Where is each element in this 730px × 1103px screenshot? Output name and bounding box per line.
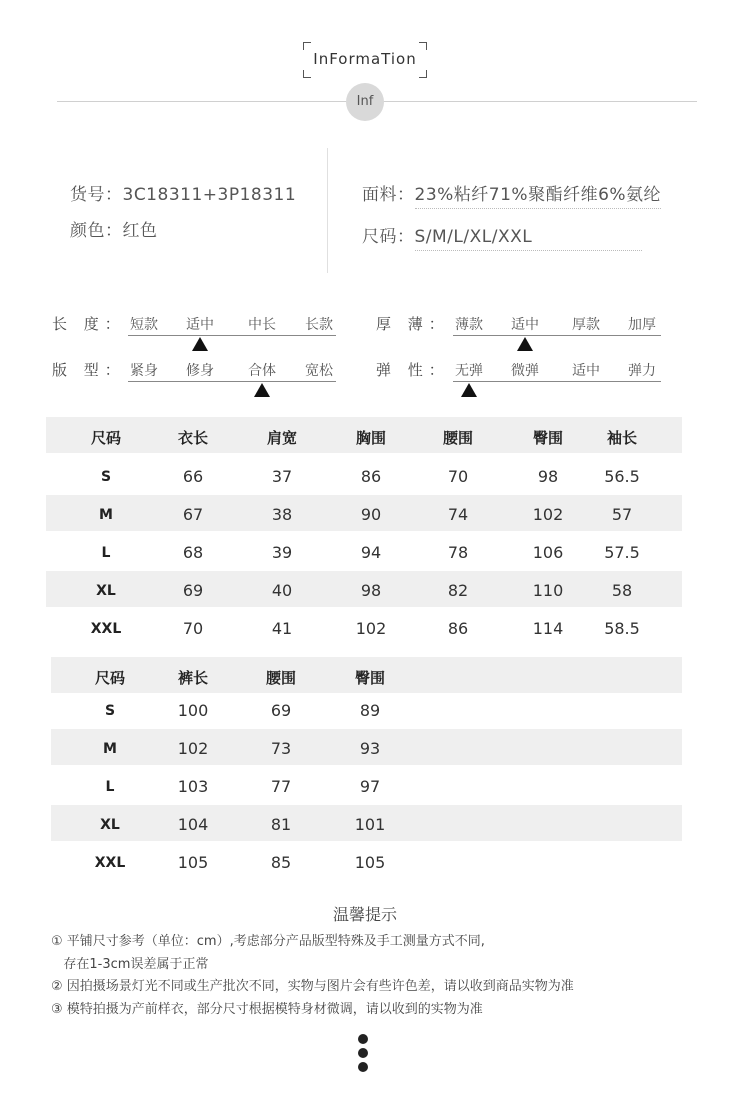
table-cell: 86 — [360, 467, 382, 486]
attribute-label: 长 度： — [52, 315, 126, 333]
table-size-cell: XXL — [94, 855, 126, 871]
attribute-label: 版 型： — [52, 361, 126, 379]
corner-bracket-icon — [303, 70, 311, 78]
table-cell: 73 — [270, 739, 292, 758]
table-cell: 102 — [355, 619, 387, 638]
attribute-option: 修身 — [186, 363, 214, 379]
color-label: 颜色： — [70, 221, 123, 241]
tip-line: ① 平铺尺寸参考（单位：cm）,考虑部分产品版型特殊及手工测量方式不同, — [51, 934, 485, 949]
table-cell: 56.5 — [604, 467, 640, 486]
tip-line: ② 因拍摄场景灯光不同或生产批次不同，实物与图片会有些许色差，请以收到商品实物为准 — [51, 979, 574, 994]
table-header-cell: 胸围 — [355, 429, 386, 447]
attribute-option: 薄款 — [455, 317, 483, 333]
attribute-option: 长款 — [305, 317, 333, 333]
table-cell: 58 — [611, 581, 633, 600]
table-size-cell: M — [103, 741, 117, 757]
size-label: 尺码： — [362, 227, 415, 247]
fabric-label: 面料： — [362, 185, 415, 205]
table-cell: 67 — [182, 505, 204, 524]
attribute-option: 紧身 — [130, 363, 158, 379]
attribute-option: 合体 — [248, 363, 276, 379]
attribute-option: 适中 — [186, 317, 214, 333]
item-number — [70, 180, 296, 205]
attribute-option: 短款 — [130, 317, 158, 333]
table-cell: 104 — [177, 815, 209, 834]
table-size-cell: XXL — [90, 621, 122, 637]
table-cell: 38 — [271, 505, 293, 524]
fabric — [362, 180, 661, 205]
attribute-option: 适中 — [572, 363, 600, 379]
attribute-option: 无弹 — [455, 363, 483, 379]
table-cell: 81 — [270, 815, 292, 834]
corner-bracket-icon — [303, 42, 311, 50]
table-cell: 77 — [270, 777, 292, 796]
information-header — [303, 42, 427, 78]
table-cell: 40 — [271, 581, 293, 600]
size-range — [362, 222, 642, 247]
selection-triangle-icon — [192, 337, 208, 351]
table-cell: 86 — [447, 619, 469, 638]
table-cell: 100 — [177, 701, 209, 720]
header-title: InFormaTion — [313, 50, 417, 68]
selection-triangle-icon — [517, 337, 533, 351]
table-cell: 69 — [270, 701, 292, 720]
attribute-scale-line — [128, 381, 336, 382]
table-size-cell: S — [100, 469, 112, 485]
table-cell: 101 — [354, 815, 386, 834]
table-cell: 78 — [447, 543, 469, 562]
item-color — [70, 216, 158, 241]
table-cell: 105 — [177, 853, 209, 872]
corner-bracket-icon — [419, 70, 427, 78]
attribute-option: 厚款 — [572, 317, 600, 333]
attribute-scale-line — [453, 335, 661, 336]
attribute-label: 弹 性： — [376, 361, 450, 379]
dot-icon — [358, 1048, 368, 1058]
table-size-cell: M — [99, 507, 113, 523]
table-cell: 41 — [271, 619, 293, 638]
table-cell: 74 — [447, 505, 469, 524]
table-cell: 57.5 — [604, 543, 640, 562]
table-cell: 39 — [271, 543, 293, 562]
table-cell: 82 — [447, 581, 469, 600]
table-size-cell: S — [104, 703, 116, 719]
corner-bracket-icon — [419, 42, 427, 50]
table-cell: 93 — [359, 739, 381, 758]
table-cell: 57 — [611, 505, 633, 524]
table-cell: 106 — [532, 543, 564, 562]
table-header-cell: 腰围 — [265, 669, 296, 687]
table-header-cell: 袖长 — [606, 429, 637, 447]
tip-line: ③ 模特拍摄为产前样衣，部分尺寸根据模特身材微调，请以收到的实物为准 — [51, 1002, 483, 1017]
table-cell: 102 — [532, 505, 564, 524]
tips-title: 温馨提示 — [332, 905, 397, 924]
table-cell: 110 — [532, 581, 564, 600]
table-cell: 85 — [270, 853, 292, 872]
table-cell: 90 — [360, 505, 382, 524]
dot-icon — [358, 1034, 368, 1044]
tip-line: 存在1-3cm误差属于正常 — [51, 957, 209, 972]
table-header-cell: 尺码 — [90, 429, 121, 447]
table-cell: 70 — [447, 467, 469, 486]
table-header-cell: 衣长 — [177, 429, 208, 447]
size-value: S/M/L/XL/XXL — [415, 227, 643, 251]
item-number-value: 3C18311+3P18311 — [122, 185, 297, 205]
table-cell: 103 — [177, 777, 209, 796]
selection-triangle-icon — [461, 383, 477, 397]
attribute-option: 适中 — [511, 317, 539, 333]
fabric-value: 23%粘纤71%聚酯纤维6%氨纶 — [415, 185, 662, 209]
table-cell: 69 — [182, 581, 204, 600]
table-cell: 98 — [360, 581, 382, 600]
table-header-cell: 腰围 — [442, 429, 473, 447]
table-cell: 114 — [532, 619, 564, 638]
table-header-cell: 尺码 — [94, 669, 125, 687]
table-cell: 102 — [177, 739, 209, 758]
info-badge: Inf — [346, 83, 384, 121]
table-cell: 98 — [537, 467, 559, 486]
item-number-label: 货号： — [70, 185, 123, 205]
table-header-cell: 肩宽 — [266, 429, 297, 447]
table-header-cell: 臀围 — [532, 429, 563, 447]
table-size-cell: L — [105, 779, 115, 795]
table-size-cell: XL — [100, 817, 120, 833]
table-cell: 89 — [359, 701, 381, 720]
attribute-option: 加厚 — [628, 317, 656, 333]
attribute-label: 厚 薄： — [376, 315, 450, 333]
table-size-cell: L — [101, 545, 111, 561]
table-cell: 37 — [271, 467, 293, 486]
table-cell: 94 — [360, 543, 382, 562]
table-cell: 68 — [182, 543, 204, 562]
attribute-option: 中长 — [248, 317, 276, 333]
color-value: 红色 — [122, 221, 158, 241]
attribute-option: 微弹 — [511, 363, 539, 379]
attribute-scale-line — [128, 335, 336, 336]
table-header-cell: 裤长 — [177, 669, 208, 687]
dot-icon — [358, 1062, 368, 1072]
table-header-cell: 臀围 — [354, 669, 385, 687]
table-cell: 66 — [182, 467, 204, 486]
attribute-option: 宽松 — [305, 363, 333, 379]
table-cell: 70 — [182, 619, 204, 638]
selection-triangle-icon — [254, 383, 270, 397]
attribute-scale-line — [453, 381, 661, 382]
table-cell: 58.5 — [604, 619, 640, 638]
table-size-cell: XL — [96, 583, 116, 599]
table-cell: 105 — [354, 853, 386, 872]
table-cell: 97 — [359, 777, 381, 796]
attribute-option: 弹力 — [628, 363, 656, 379]
vertical-divider — [327, 148, 328, 273]
